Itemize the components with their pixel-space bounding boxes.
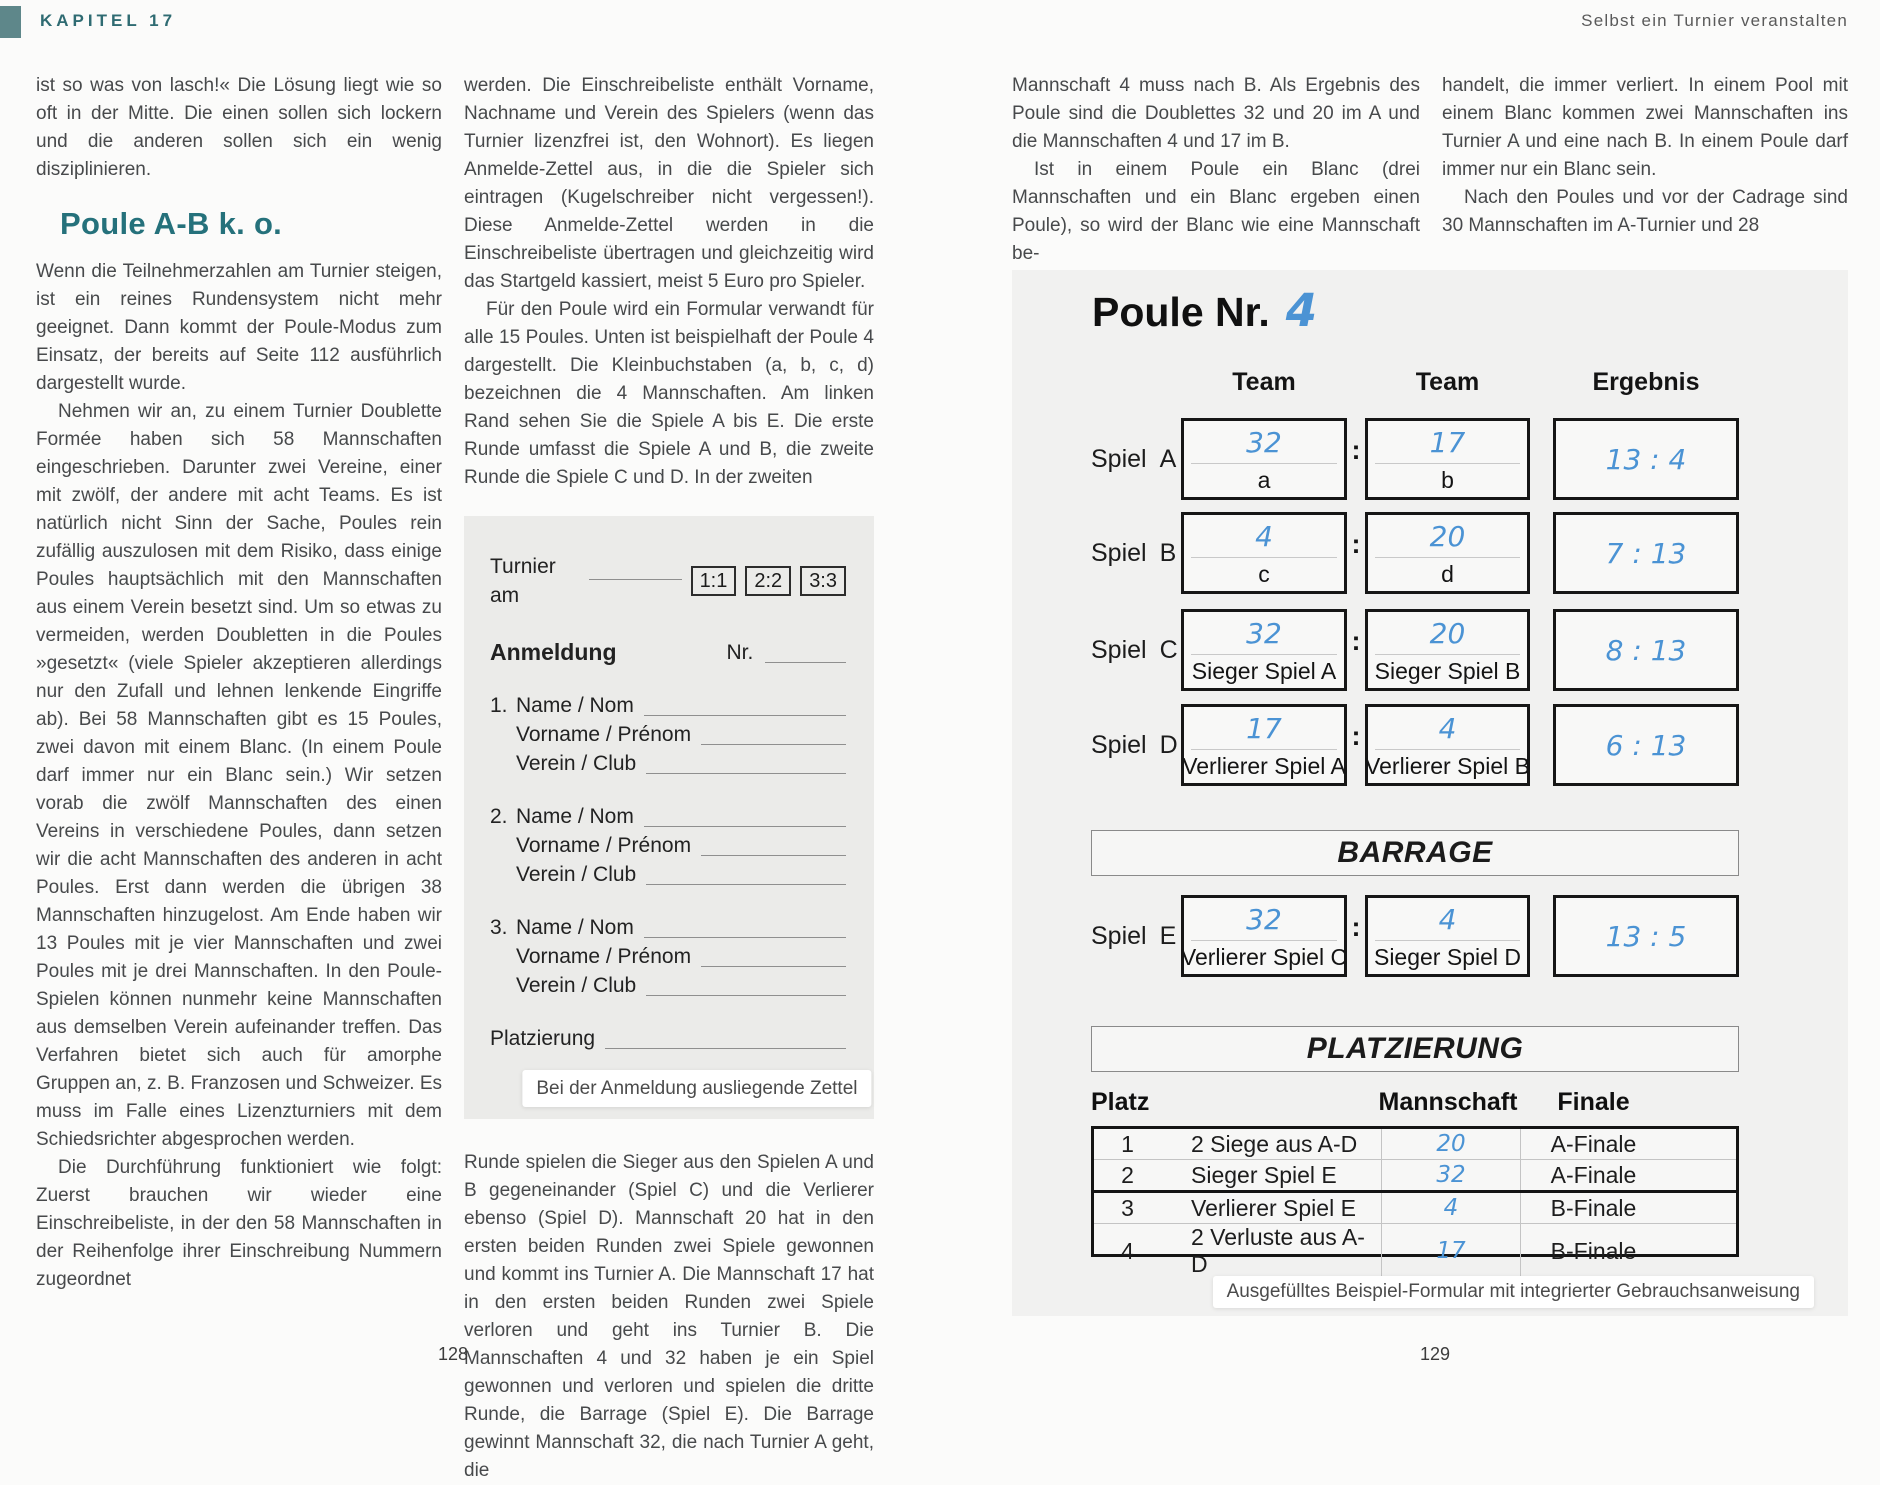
platz-cell: 3 [1121, 1194, 1134, 1221]
club-row [516, 971, 846, 1000]
placement-table-headers [1091, 1088, 1739, 1117]
name-label: Name / Nom [516, 805, 634, 828]
team-number-handwritten: 4 [1191, 515, 1337, 558]
result-box: 8 : 13 [1553, 609, 1739, 691]
game-label: Spiel D [1091, 730, 1178, 759]
write-in-line [646, 884, 846, 885]
table-row [1094, 1159, 1736, 1190]
team2-header: Team [1415, 368, 1480, 396]
name-label: Name / Nom [516, 694, 634, 717]
player-entry-2 [490, 802, 846, 889]
platz-cell: 4 [1121, 1237, 1134, 1264]
team-box [1181, 895, 1347, 977]
spacer [1530, 418, 1553, 500]
name-row [490, 691, 846, 720]
team-box [1181, 512, 1347, 594]
team-number-handwritten: 4 [1375, 707, 1520, 750]
team-box [1181, 418, 1347, 500]
paragraph: Mannschaft 4 muss nach B. Als Ergebnis des Poule sind die Doublettes 32 und 20 im A und die Mannschaften 4 und 17 im B. [1012, 75, 1420, 152]
placement-row [490, 1024, 846, 1053]
write-in-line [644, 826, 846, 827]
team-number-handwritten: 4 [1375, 898, 1520, 941]
result-box: 13 : 5 [1553, 895, 1739, 977]
write-in-line [644, 937, 846, 938]
team-slot-label: d [1441, 561, 1454, 587]
team-slot-label: Sieger Spiel B [1374, 658, 1521, 684]
game-row-b [1091, 512, 1739, 594]
team-box [1181, 704, 1347, 786]
result-header: Ergebnis [1592, 368, 1700, 396]
write-in-line [701, 855, 846, 856]
placement-table [1091, 1126, 1739, 1277]
result-box: 6 : 13 [1553, 704, 1739, 786]
format-box-1-1: 1:1 [691, 566, 737, 596]
game-label: Spiel C [1091, 635, 1178, 664]
game-label: Spiel A [1091, 444, 1177, 473]
number-label: Nr. [726, 641, 754, 664]
team-number-handwritten: 32 [1191, 898, 1337, 941]
mannschaft-cell-handwritten: 32 [1381, 1160, 1521, 1190]
figure-title [1092, 284, 1317, 337]
club-label: Verein / Club [516, 752, 637, 775]
game-label: Spiel E [1091, 921, 1177, 950]
desc-cell: 2 Siege aus A-D [1191, 1130, 1358, 1157]
firstname-row [516, 720, 846, 749]
section-heading: Poule A-B k. o. [60, 206, 283, 241]
write-in-line [701, 966, 846, 967]
text-column-2 [464, 72, 874, 1485]
team-slot-label: Sieger Spiel D [1373, 944, 1522, 970]
club-row [516, 860, 846, 889]
team-slot-label: Verlierer Spiel C [1180, 944, 1348, 970]
tournament-date-row [490, 552, 846, 610]
paragraph: Ist in einem Poule ein Blanc (drei Mannschaften und ein Blanc ergeben einen Poule), so wird der Blanc wie eine Mannschaft be- [1012, 159, 1420, 264]
registration-form [464, 516, 874, 1119]
text-column-3 [1012, 72, 1420, 268]
game-row-d [1091, 704, 1739, 786]
poule-form-figure [1012, 270, 1848, 1316]
team-box [1365, 512, 1530, 594]
team-number-handwritten: 20 [1375, 515, 1520, 558]
versus-colon: : [1351, 528, 1361, 559]
team-slot-label: Verlierer Spiel B [1365, 753, 1530, 779]
team-box [1181, 609, 1347, 691]
club-row [516, 749, 846, 778]
team-box [1365, 704, 1530, 786]
firstname-row [516, 831, 846, 860]
name-row [490, 802, 846, 831]
entry-number: 3. [490, 916, 508, 939]
game-row-a [1091, 418, 1739, 500]
spacer [1530, 512, 1553, 594]
tournament-date-label: Turnier am [490, 555, 556, 607]
format-box-2-2: 2:2 [745, 566, 791, 596]
platz-header: Platz [1091, 1088, 1150, 1116]
running-title: Selbst ein Turnier veranstalten [1581, 11, 1848, 30]
spacer [1530, 609, 1553, 691]
mannschaft-cell-handwritten: 17 [1381, 1224, 1521, 1278]
paragraph: Nehmen wir an, zu einem Turnier Doublette Formée haben sich 58 Mannschaften eingeschrieben. Darunter zwei Vereine, einer mit zwölf, der andere mit acht Teams. Es ist natürlich nicht Sinn der Sache, Poules rein zufällig auszulosen mit dem Risiko, dass einige Poules hauptsächlich mit den Mannschaften aus einem Verein besetzt sind. Um so etwas zu vermeiden, werden Doubletten in die Poules »gesetzt« (viele Spieler akzeptieren allerdings nur den Zufall und lehnen lenkende Eingriffe ab). Bei 58 Mannschaften gibt es 15 Poules, zwei davon mit einem Blanc. (In einem Poule darf immer nur ein Blanc sein.) Wir setzen vorab die zwölf Mannschaften des einen Vereins in verschiedene Poules, dann setzen wir die acht Mannschaften des anderen in acht Poules. Erst dann werden die übrigen 38 Mannschaften hinzugelost. Am Ende haben wir 13 Poules mit je vier Mannschaften und zwei Poules mit je drei Mannschaften. In den Poule-Spielen können nunmehr keine Mannschaften aus demselben Verein aufeinander treffen. Das Verfahren bietet sich auch für amorphe Gruppen an, z. B. Franzosen und Schweizer. Es muss im Falle eines Lizenzturniers mit dem Schiedsrichter abgesprochen werden. [36, 401, 442, 1150]
chapter-marker-square [0, 6, 21, 38]
versus-colon: : [1351, 434, 1361, 465]
entry-number: 1. [490, 694, 508, 717]
firstname-row [516, 942, 846, 971]
mannschaft-cell-handwritten: 4 [1381, 1193, 1521, 1223]
platzierung-banner: PLATZIERUNG [1091, 1026, 1739, 1072]
game-row-e [1091, 895, 1739, 977]
placement-label: Platzierung [490, 1027, 596, 1050]
team-box [1365, 609, 1530, 691]
platz-cell: 1 [1121, 1130, 1134, 1157]
firstname-label: Vorname / Prénom [516, 945, 692, 968]
paragraph: handelt, die immer verliert. In einem Pool mit einem Blanc kommen zwei Mannschaften ins Turnier A und eine nach B. In einem Poule darf immer nur ein Blanc sein. [1442, 75, 1848, 180]
club-label: Verein / Club [516, 863, 637, 886]
paragraph: Die Durchführung funktioniert wie folgt: Zuerst brauchen wir wieder eine Einschreibeliste, in der den 58 Mannschaften in der Reihenfolge ihrer Einschreibung Nummern zugeordnet [36, 1157, 442, 1290]
write-in-line [644, 715, 846, 716]
entry-number: 2. [490, 805, 508, 828]
player-entry-3 [490, 913, 846, 1000]
write-in-line [605, 1048, 846, 1049]
page-number-left: 128 [438, 1344, 469, 1364]
header-spacer [1347, 368, 1365, 397]
team-slot-label: Sieger Spiel A [1191, 658, 1337, 684]
team-slot-label: Verlierer Spiel A [1182, 753, 1346, 779]
firstname-label: Vorname / Prénom [516, 834, 692, 857]
team-box [1365, 895, 1530, 977]
mannschaft-cell-handwritten: 20 [1381, 1129, 1521, 1159]
header-spacer [1530, 368, 1553, 397]
chapter-title: KAPITEL 17 [40, 11, 177, 30]
desc-cell: Verlierer Spiel E [1191, 1194, 1356, 1221]
form-caption: Bei der Anmeldung ausliegende Zettel [522, 1070, 871, 1107]
paragraph: ist so was von lasch!« Die Lösung liegt wie so oft in der Mitte. Die einen sollen sich lockern und die anderen sollen sich ein wenig disziplinieren. [36, 75, 442, 180]
team-number-handwritten: 32 [1191, 612, 1337, 655]
format-boxes [682, 566, 846, 596]
text-column-4 [1442, 72, 1848, 240]
spacer [1530, 895, 1553, 977]
table-row [1094, 1223, 1736, 1277]
write-in-line [701, 744, 846, 745]
paragraph: Für den Poule wird ein Formular verwandt für alle 15 Poules. Unten ist beispielhaft der Poule 4 dargestellt. Die Kleinbuchstaben (a, b, c, d) bezeichnen die 4 Mannschaften. Am linken Rand sehen Sie die Spiele A bis E. Die erste Runde umfasst die Spiele A und B, die zweite Runde die Spiele C und D. In der zweiten [464, 299, 874, 488]
format-box-3-3: 3:3 [800, 566, 846, 596]
registration-label: Anmeldung [490, 639, 617, 665]
figure-caption: Ausgefülltes Beispiel-Formular mit integrierter Gebrauchsanweisung [1213, 1276, 1814, 1308]
paragraph: Wenn die Teilnehmerzahlen am Turnier steigen, ist ein reines Rundensystem nicht mehr geeignet. Dann kommt der Poule-Modus zum Einsatz, der bereits auf Seite 112 ausführlich dargestellt wurde. [36, 261, 442, 394]
text-column-1 [36, 72, 442, 1294]
game-row-c [1091, 609, 1739, 691]
mannschaft-header: Mannschaft [1378, 1088, 1518, 1116]
name-row [490, 913, 846, 942]
write-in-line [646, 773, 846, 774]
table-row [1094, 1190, 1736, 1223]
team-slot-label: a [1257, 467, 1271, 493]
write-in-line [765, 662, 846, 663]
firstname-label: Vorname / Prénom [516, 723, 692, 746]
team-slot-label: b [1441, 467, 1454, 493]
club-label: Verein / Club [516, 974, 637, 997]
finale-cell: B-Finale [1550, 1194, 1637, 1221]
finale-cell: A-Finale [1550, 1161, 1637, 1188]
finale-header: Finale [1557, 1088, 1630, 1116]
versus-colon: : [1351, 720, 1361, 751]
page-number-right: 129 [1420, 1344, 1451, 1364]
write-in-line [646, 995, 846, 996]
paragraph: werden. Die Einschreibeliste enthält Vorname, Nachname und Verein des Spielers (wenn das Turnier lizenzfrei ist, den Wohnort). Es liegen Anmelde-Zettel aus, in die die Spieler sich eintragen (Kugelschreiber nicht vergessen!). Diese Anmelde-Zettel werden in die Einschreibeliste übertragen und gleichzeitig wird das Startgeld kassiert, meist 5 Euro pro Spieler. [464, 75, 874, 292]
figure-title-text: Poule Nr. [1092, 289, 1270, 335]
team-box [1365, 418, 1530, 500]
paragraph: Runde spielen die Sieger aus den Spielen A und B gegeneinander (Spiel C) und die Verlierer ebenso (Spiel D). Mannschaft 20 hat in den ersten beiden Runden zwei Spiele gewonnen und kommt ins Turnier A. Die Mannschaft 17 hat in den ersten beiden Runden zwei Spiele verloren und geht ins Turnier B. Die Mannschaften 4 und 32 haben je ein Spiel gewonnen und verloren und spielen die dritte Runde, die Barrage (Spiel E). Die Barrage gewinnt Mannschaft 32, die nach Turnier A geht, die [464, 1152, 874, 1481]
barrage-banner: BARRAGE [1091, 830, 1739, 876]
team-number-handwritten: 17 [1191, 707, 1337, 750]
player-entry-1 [490, 691, 846, 778]
team1-header: Team [1232, 368, 1296, 396]
header-spacer [1091, 368, 1181, 397]
versus-colon: : [1351, 625, 1361, 656]
poule-number-handwritten: 4 [1285, 284, 1318, 337]
result-box: 13 : 4 [1553, 418, 1739, 500]
desc-cell: 2 Verluste aus A-D [1191, 1224, 1365, 1277]
registration-header-row [490, 638, 846, 667]
team-slot-label: c [1258, 561, 1270, 587]
finale-cell: B-Finale [1550, 1237, 1637, 1264]
team-number-handwritten: 32 [1191, 421, 1337, 464]
name-label: Name / Nom [516, 916, 634, 939]
figure-column-headers [1091, 368, 1739, 397]
team-number-handwritten: 20 [1375, 612, 1520, 655]
team-number-handwritten: 17 [1375, 421, 1520, 464]
spacer [1530, 704, 1553, 786]
write-in-line [589, 579, 682, 580]
versus-colon: : [1351, 911, 1361, 942]
table-row [1094, 1129, 1736, 1159]
desc-cell: Sieger Spiel E [1191, 1161, 1337, 1188]
finale-cell: A-Finale [1550, 1130, 1637, 1157]
paragraph: Nach den Poules und vor der Cadrage sind 30 Mannschaften im A-Turnier und 28 [1442, 187, 1848, 236]
game-label: Spiel B [1091, 538, 1177, 567]
platz-cell: 2 [1121, 1161, 1134, 1188]
result-box: 7 : 13 [1553, 512, 1739, 594]
